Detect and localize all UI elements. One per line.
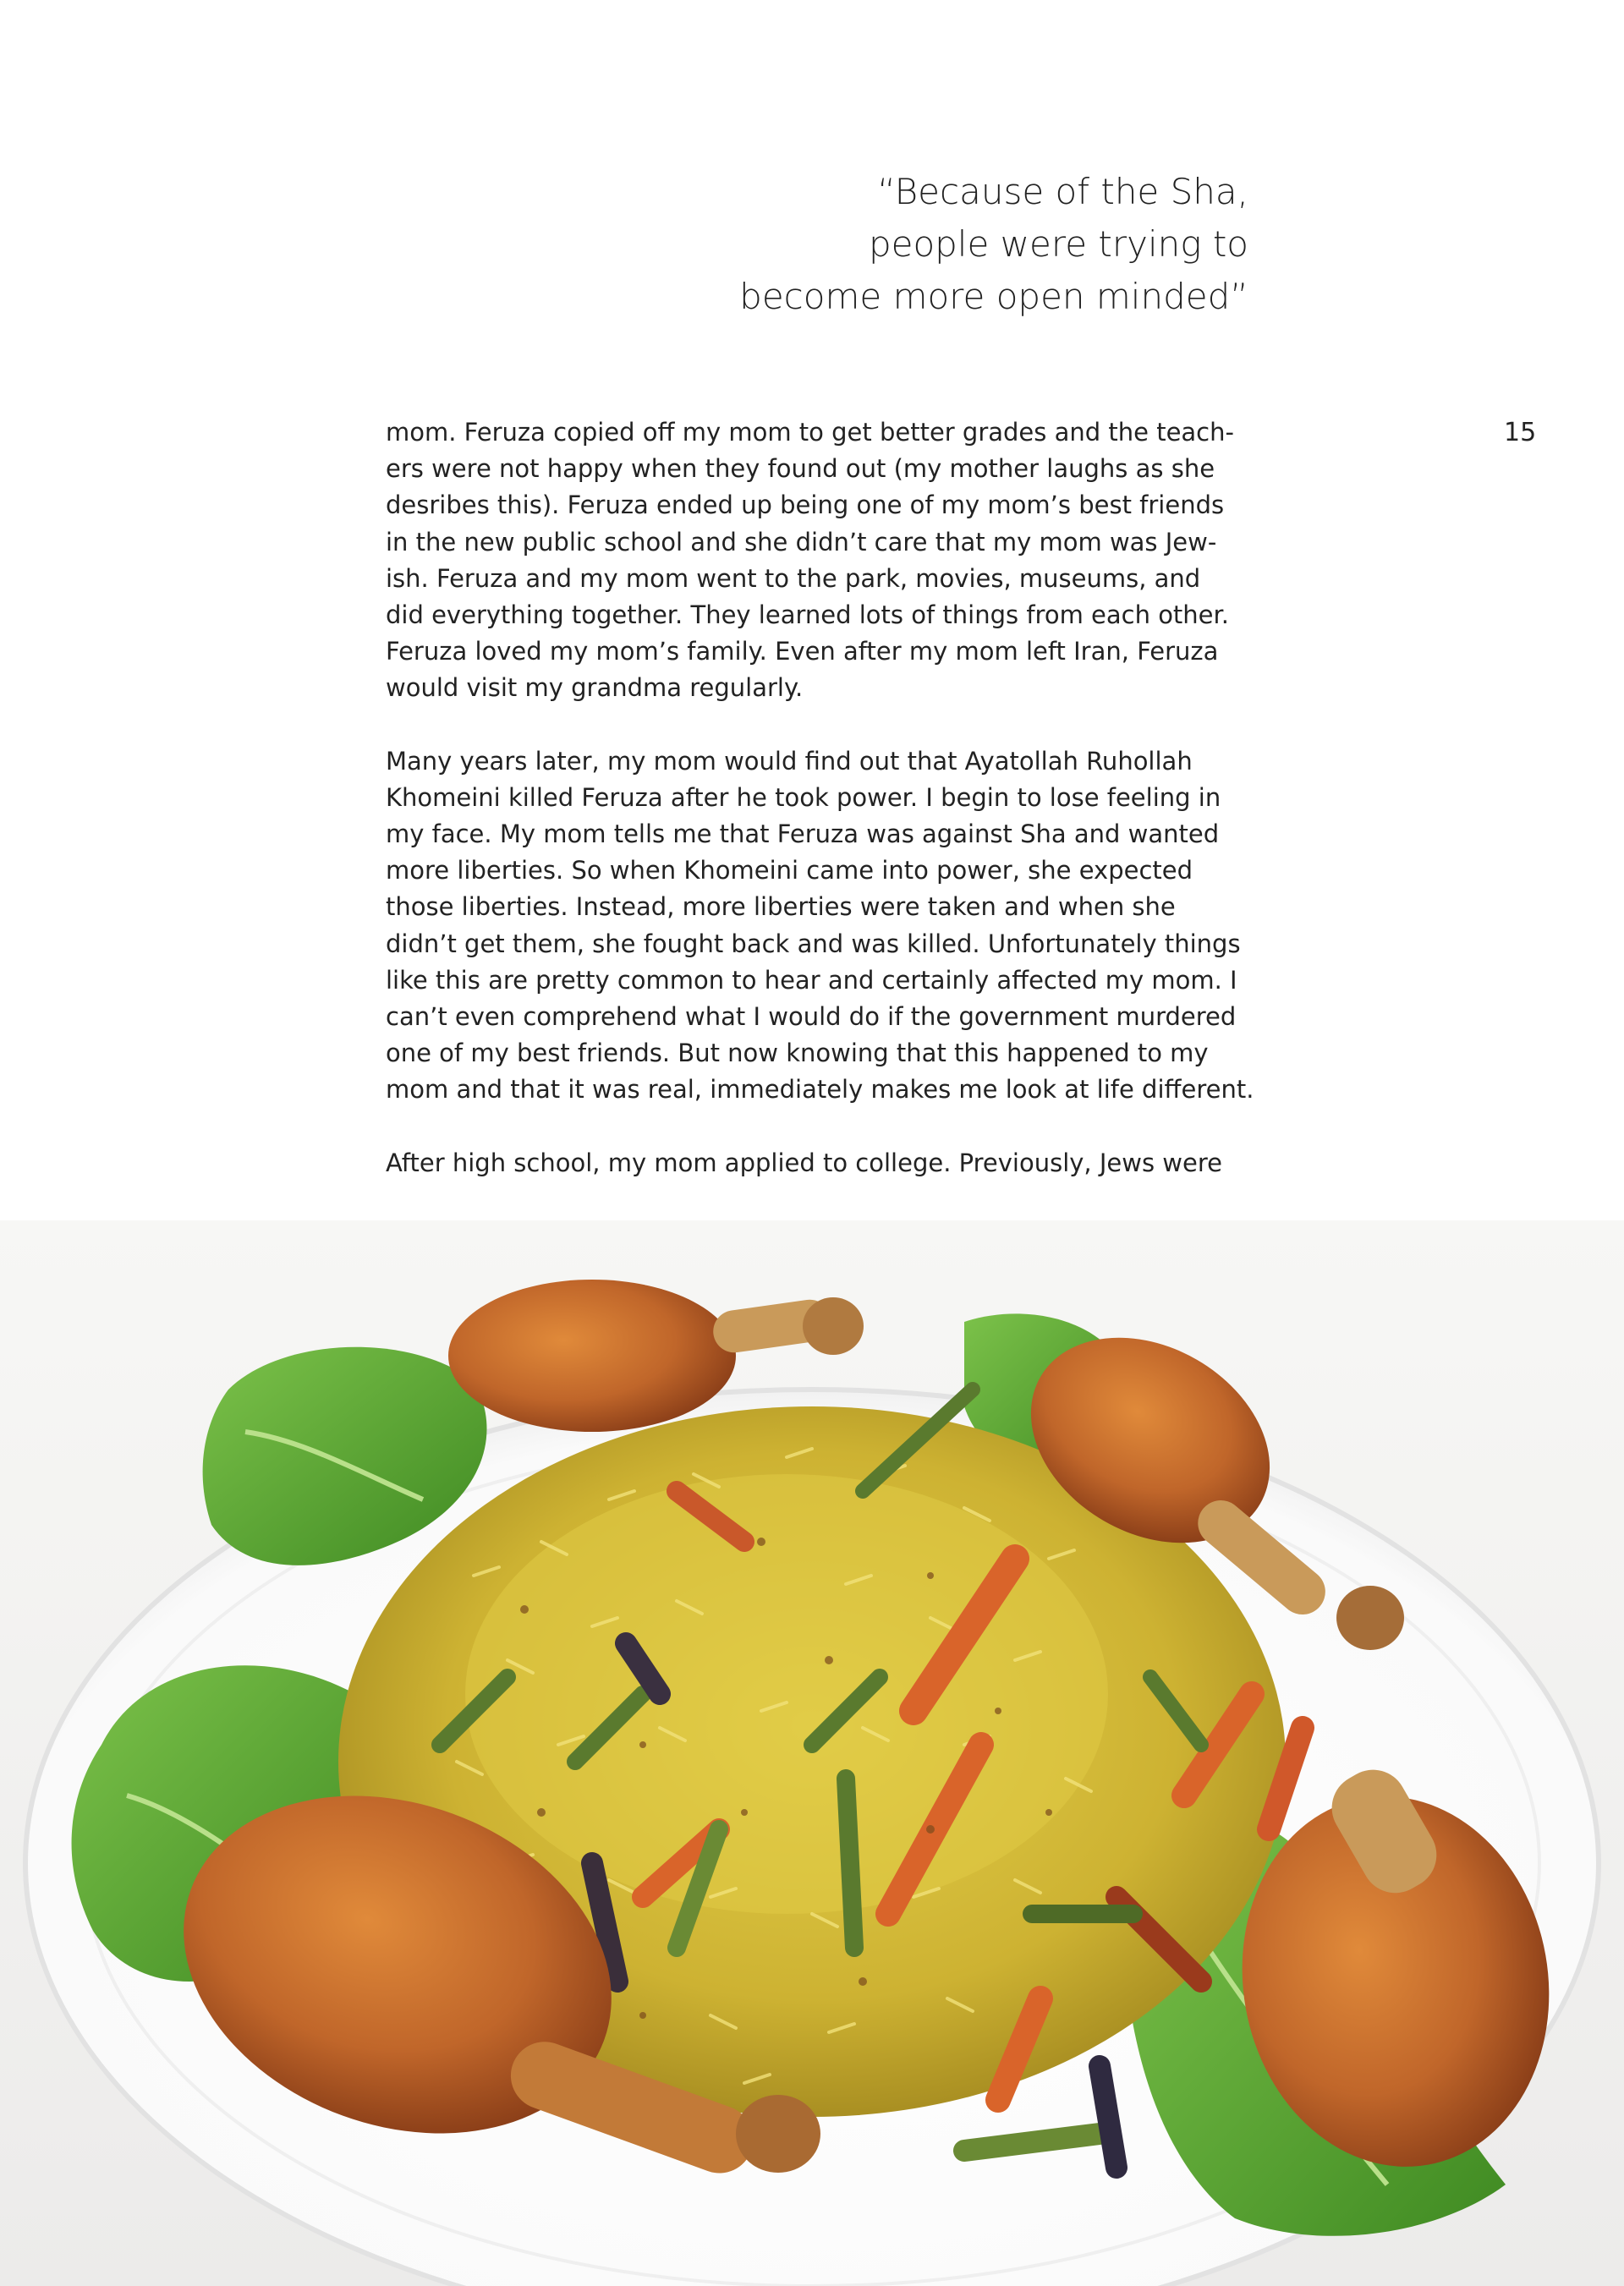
body-text xyxy=(386,414,1254,1218)
text-line: more liberties. So when Khomeini came into power, she expected xyxy=(386,856,1193,885)
text-line: would visit my grandma regularly. xyxy=(386,673,804,703)
food-photo xyxy=(0,1220,1624,2286)
text-line: did everything together. They learned lots of things from each other. xyxy=(386,600,1230,630)
text-line: mom. Feruza copied off my mom to get better grades and the teach- xyxy=(386,418,1234,447)
text-line: didn’t get them, she fought back and was killed. Unfortunately things xyxy=(386,929,1241,958)
pull-quote-line: become more open minded” xyxy=(739,276,1248,317)
text-line: Khomeini killed Feruza after he took power. I begin to lose feeling in xyxy=(386,782,1221,812)
text-line: Many years later, my mom would find out that Ayatollah Ruhollah xyxy=(386,746,1193,776)
text-line: like this are pretty common to hear and certainly affected my mom. I xyxy=(386,965,1237,995)
pull-quote-line: “Because of the Sha, xyxy=(877,171,1248,212)
green-bean xyxy=(846,1779,854,1948)
text-line: can’t even comprehend what I would do if the government murdered xyxy=(386,1002,1237,1032)
pull-quote xyxy=(572,166,1248,323)
paragraph-1 xyxy=(386,414,1244,707)
paragraph-2 xyxy=(386,743,1254,1109)
text-line: After high school, my mom applied to college. Previously, Jews were xyxy=(386,1148,1222,1177)
text-line: Feruza loved my mom’s family. Even after my mom left Iran, Feruza xyxy=(386,637,1219,666)
pull-quote-line: people were trying to xyxy=(868,223,1248,265)
food-plate-photo-icon xyxy=(0,1220,1624,2286)
text-line: desribes this). Feruza ended up being one of my mom’s best friends xyxy=(386,491,1225,520)
text-line: in the new public school and she didn’t care that my mom was Jew- xyxy=(386,527,1217,556)
text-line: mom and that it was real, immediately makes me look at life different. xyxy=(386,1075,1254,1105)
text-line: those liberties. Instead, more liberties were taken and when she xyxy=(386,892,1176,922)
text-line: my face. My mom tells me that Feruza was against Sha and wanted xyxy=(386,820,1220,849)
paragraph-3 xyxy=(386,1145,1244,1181)
text-line: one of my best friends. But now knowing that this happened to my xyxy=(386,1039,1209,1068)
text-line: ish. Feruza and my mom went to the park, movies, museums, and xyxy=(386,563,1201,593)
page-number: 15 xyxy=(1504,418,1537,447)
text-line: ers were not happy when they found out (my mother laughs as she xyxy=(386,454,1215,484)
